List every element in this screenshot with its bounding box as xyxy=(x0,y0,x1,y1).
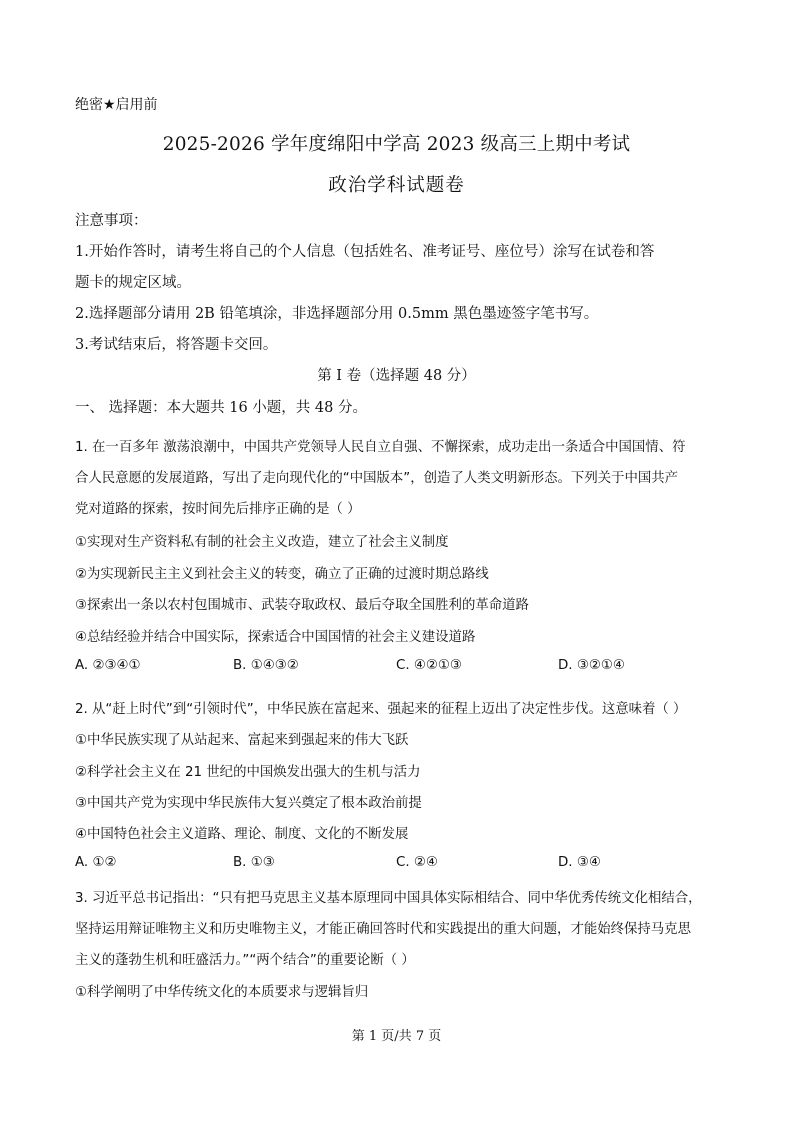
section-heading: 一、 选择题：本大题共 16 小题，共 48 分。 xyxy=(75,400,367,416)
notice-label: 注意事项： xyxy=(75,213,148,229)
question-3-text: 坚持运用辩证唯物主义和历史唯物主义，才能正确回答时代和实践提出的重大问题，才能始终保持马克思 xyxy=(75,922,691,937)
question-1-statement: ③探索出一条以农村包围城市、武装夺取政权、最后夺取全国胜利的革命道路 xyxy=(75,598,529,613)
question-1-text: 1. 在一百多年 激荡浪潮中，中国共产党领导人民自立自强、不懈探索，成功走出一条适合中国国情、符 xyxy=(75,440,686,455)
page-footer: 第 1 页/共 7 页 xyxy=(351,1029,442,1044)
question-2-option-d: D. ③④ xyxy=(558,855,601,870)
confidential-mark: 绝密★启用前 xyxy=(75,97,158,113)
question-1-option-d: D. ③②①④ xyxy=(558,658,625,673)
question-2-option-c: C. ②④ xyxy=(396,855,438,870)
question-1-statement: ④总结经验并结合中国实际，探索适合中国国情的社会主义建设道路 xyxy=(75,630,476,645)
exam-subtitle: 政治学科试题卷 xyxy=(328,175,465,196)
question-2-option-b: B. ①③ xyxy=(233,855,275,870)
question-3-text: 3. 习近平总书记指出：“只有把马克思主义基本原理同中国具体实际相结合、同中华优秀传统文化相结合， xyxy=(75,891,702,906)
question-2-statement: ②科学社会主义在 21 世纪的中国焕发出强大的生机与活力 xyxy=(75,765,421,780)
question-1-option-c: C. ④②①③ xyxy=(396,658,462,673)
question-2-text: 2. 从“赶上时代”到“引领时代”，中华民族在富起来、强起来的征程上迈出了决定性步伐。这意味着（ ） xyxy=(75,702,687,717)
question-1-text: 党对道路的探索，按时间先后排序正确的是（ ） xyxy=(75,502,361,517)
exam-title: 2025-2026 学年度绵阳中学高 2023 级高三上期中考试 xyxy=(162,134,631,155)
question-3-text: 主义的蓬勃生机和旺盛活力。”“两个结合”的重要论断（ ） xyxy=(75,953,415,968)
section-title: 第 I 卷（选择题 48 分） xyxy=(317,368,476,384)
notice-item: 3.考试结束后，将答题卡交回。 xyxy=(75,337,278,353)
question-2-statement: ①中华民族实现了从站起来、富起来到强起来的伟大飞跃 xyxy=(75,733,409,748)
question-3-statement: ①科学阐明了中华传统文化的本质要求与逻辑旨归 xyxy=(75,985,369,1000)
notice-item: 1.开始作答时，请考生将自己的个人信息（包括姓名、准考证号、座位号）涂写在试卷和答 xyxy=(75,244,655,260)
question-2-option-a: A. ①② xyxy=(75,855,117,870)
question-1-statement: ①实现对生产资料私有制的社会主义改造，建立了社会主义制度 xyxy=(75,535,449,550)
question-1-statement: ②为实现新民主主义到社会主义的转变，确立了正确的过渡时期总路线 xyxy=(75,567,489,582)
question-1-option-a: A. ②③④① xyxy=(75,658,141,673)
question-1-option-b: B. ①④③② xyxy=(233,658,299,673)
question-1-text: 合人民意愿的发展道路，写出了走向现代化的“中国版本”，创造了人类文明新形态。下列关于中国共产 xyxy=(75,471,679,486)
question-2-statement: ④中国特色社会主义道路、理论、制度、文化的不断发展 xyxy=(75,827,409,842)
notice-item: 2.选择题部分请用 2B 铅笔填涂，非选择题部分用 0.5mm 黑色墨迹签字笔书写。 xyxy=(75,306,599,322)
notice-item: 题卡的规定区域。 xyxy=(75,275,191,291)
question-2-statement: ③中国共产党为实现中华民族伟大复兴奠定了根本政治前提 xyxy=(75,796,422,811)
